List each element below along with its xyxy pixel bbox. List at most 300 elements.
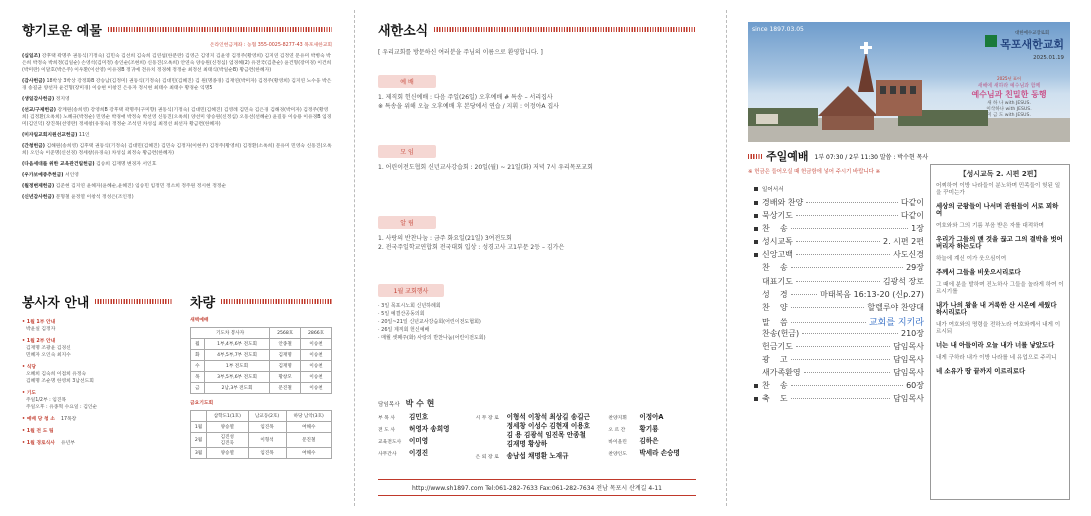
order-label: 광 고 bbox=[762, 355, 788, 365]
table-cell: 이승천 bbox=[301, 383, 332, 394]
staff-names bbox=[639, 437, 658, 446]
order-row bbox=[754, 197, 924, 210]
section-title: 주일예배 1부 07:30 / 2부 11:30 말씀 : 박수현 목사 bbox=[748, 148, 1070, 164]
leader-dots bbox=[796, 215, 898, 216]
staff-row bbox=[476, 452, 601, 461]
leader-dots bbox=[802, 333, 898, 334]
volunteer-heading: • 1월 전 도 팀 bbox=[22, 429, 54, 434]
leader-dots bbox=[791, 294, 817, 295]
order-row bbox=[754, 185, 924, 197]
order-row bbox=[754, 262, 924, 275]
volunteer-names: 김혜명 조순명 한영희 3남선도회 bbox=[26, 379, 94, 384]
news-item: 1. 사랑의 반찬나눔 : 금주 화요일(21일) 3여전도회 bbox=[378, 234, 512, 242]
order-value: 담임목사 bbox=[893, 394, 924, 404]
offering-category: (선교/구제헌금) bbox=[22, 108, 56, 113]
staff-name: 박 수 현 bbox=[405, 399, 435, 408]
motto-line: 이삭하나 with JESUS. bbox=[986, 107, 1032, 112]
volunteer-entry bbox=[22, 364, 172, 385]
section-title: 봉사자 안내 bbox=[22, 292, 172, 311]
staff-name: 이경진 bbox=[409, 449, 429, 457]
staff-name: 황기룡 bbox=[639, 425, 659, 433]
news-item: · 5일 예결산공동의회 bbox=[378, 310, 425, 317]
order-label: 대표기도 bbox=[762, 276, 793, 286]
offering-names: 강계원(송희영) 강영희B 강후택 곽명주(구미향) 권동식(기정숙) 김대민(김혜진) 김영례 김민숙 김은경 김해경(박미자) 김정주(황영희) 김정환(오옥희) 노혜규(박정순) 민영순 박경애 박정숙 박선영 신동진(오옥희) 양선미 양승원(신정심) 오동선(선혜순) 윤길동 이승용 이유경B 임경미(김인덕) 장진목(선영란) 정세창(유경숙) 정정순 조석연 차성심 최정선 최선자 황금련(한혜자) bbox=[22, 108, 332, 127]
staff-row bbox=[476, 413, 601, 449]
order-item bbox=[754, 380, 788, 391]
volunteer-role: 식당 bbox=[26, 365, 37, 370]
staff-name: 허영자 송희영 bbox=[409, 425, 450, 433]
volunteer-role: 1월 전 도 팀 bbox=[26, 429, 54, 434]
offering-names: 11인 bbox=[78, 133, 90, 138]
table-cell: 여해수 bbox=[286, 448, 332, 459]
reading-line: 주께서 그들을 비웃으시리로다 bbox=[936, 268, 1021, 276]
motto-year: 2025년 표어 bbox=[996, 76, 1022, 81]
table-cell: 문진철 bbox=[270, 383, 301, 394]
offering-names: 18박상 3박상 강정화B 강승남(김정미) 권동식(기정숙) 김대민(김혜진) 김 원(명종경) 김재연(박미자) 김정주(황영희) 김지연 노수웅 박은경 송길균 양선자 윤건형(장미경) 이승현 이창진 은유자 정시현 최태수 최태수 황경순 익명5 bbox=[22, 79, 332, 91]
reading-list bbox=[936, 183, 1064, 375]
leader-dots bbox=[791, 398, 890, 399]
panel-divider bbox=[354, 10, 355, 506]
table-cell: 여해수 bbox=[286, 422, 332, 433]
reading-line: 하늘에 계신 이가 웃으심이여 bbox=[936, 256, 1007, 262]
offering-entry bbox=[22, 78, 332, 92]
order-item bbox=[754, 197, 803, 208]
offering-entry bbox=[22, 107, 332, 128]
leader-dots bbox=[791, 359, 890, 360]
order-label: 성시교독 bbox=[762, 237, 793, 247]
table-cell: 1월 bbox=[191, 422, 207, 433]
news-item: · 3일 목포시노회 신년하례회 bbox=[378, 302, 441, 309]
bullet-icon bbox=[754, 187, 758, 191]
bullet-icon bbox=[754, 384, 758, 388]
volunteer-entry bbox=[22, 440, 172, 447]
table-cell: 이형석 bbox=[248, 433, 286, 448]
motto-line: 새 하 나 with JESUS. bbox=[987, 101, 1031, 106]
bulletin-date: 2025.01.19 bbox=[1033, 55, 1064, 61]
bullet-icon bbox=[754, 397, 758, 401]
order-item bbox=[754, 262, 788, 273]
news-block-meeting bbox=[378, 139, 696, 172]
leader-dots bbox=[804, 372, 890, 373]
staff-role: 오 르 간 bbox=[608, 428, 626, 433]
staff-name: 이형석 이창석 최상길 송길근 bbox=[506, 413, 590, 421]
table-header bbox=[191, 328, 332, 339]
staff-role: 은 퇴 장 로 bbox=[475, 455, 499, 460]
news-items bbox=[378, 302, 696, 342]
footer-contact: http://www.sh1897.com Tel:061-282-7633 Fax:061-282-7634 전남 목포시 산계길 4-11 bbox=[378, 479, 696, 496]
staff-name: 김민호 bbox=[409, 413, 429, 421]
order-value: 다같이 bbox=[900, 211, 924, 221]
offering-names: 문형철 윤정열 이창석 정성은(조인정) bbox=[55, 195, 134, 200]
order-label: 경배와 찬양 bbox=[762, 198, 804, 207]
leader-dots bbox=[796, 241, 880, 242]
news-badge: 예 배 bbox=[378, 75, 436, 88]
table-cell: 4부,5부,7부 전도회 bbox=[204, 350, 269, 361]
table-cell: 안종철 bbox=[270, 339, 301, 350]
order-label: 찬 송 bbox=[762, 381, 788, 391]
order-row bbox=[754, 393, 924, 406]
volunteer-names: 김재명 조광윤 김경신 bbox=[26, 346, 71, 351]
table-row bbox=[191, 339, 332, 350]
order-item bbox=[754, 393, 788, 404]
leader-dots bbox=[791, 322, 866, 323]
order-item bbox=[754, 328, 799, 339]
news-items bbox=[378, 93, 696, 111]
table-header-cell: 기도차 봉사자 bbox=[191, 328, 270, 339]
bullet-icon bbox=[754, 214, 758, 218]
volunteer-role: 1월 경로식사 bbox=[26, 441, 55, 446]
table-cell: 1부,4부,6부 전도회 bbox=[204, 339, 269, 350]
leader-dots bbox=[806, 202, 898, 203]
dawn-table bbox=[190, 327, 332, 394]
table-cell: 1부 전도회 bbox=[204, 361, 269, 372]
staff-role: 부 목 사 bbox=[378, 416, 395, 421]
table-cell: 김재명 bbox=[270, 350, 301, 361]
volunteer-list bbox=[22, 319, 172, 447]
leader-dots bbox=[791, 228, 909, 229]
panel-divider bbox=[726, 10, 727, 506]
staff-column bbox=[608, 413, 696, 464]
order-row bbox=[754, 276, 924, 289]
sunday-title: 금요기도회 bbox=[190, 401, 214, 406]
staff-role: 전 도 사 bbox=[378, 428, 395, 433]
staff-row bbox=[378, 449, 468, 458]
vehicle-section bbox=[190, 292, 332, 459]
order-item bbox=[754, 289, 788, 300]
offering-list bbox=[22, 53, 332, 201]
reading-line: 내가 나의 왕을 내 거룩한 산 시온에 세웠다 하시리로다 bbox=[936, 301, 1057, 316]
staff-names bbox=[409, 413, 428, 422]
order-value: 교회를 지키라 bbox=[868, 317, 924, 328]
offering-category: (감사헌금) bbox=[22, 79, 45, 84]
order-row bbox=[754, 328, 924, 341]
table-cell: 양승열 bbox=[207, 422, 249, 433]
order-label: 성 경 bbox=[762, 289, 788, 299]
offering-entry bbox=[22, 143, 332, 157]
table-cell: 김진성 김진욱 bbox=[207, 433, 249, 448]
volunteer-entry bbox=[22, 416, 172, 423]
staff-name: 박세라 손승명 bbox=[639, 449, 680, 457]
leader-dots bbox=[796, 254, 890, 255]
table-cell: 목 bbox=[191, 372, 205, 383]
offering-entry bbox=[22, 161, 332, 168]
order-item bbox=[754, 249, 793, 260]
offering-section bbox=[22, 20, 332, 205]
reading-line: 그 때에 분을 발하며 진노하사 그들을 놀라게 하여 이르시기를 bbox=[936, 282, 1064, 295]
table-cell: 2월 bbox=[191, 433, 207, 448]
staff-row bbox=[608, 449, 696, 458]
order-item bbox=[754, 341, 793, 352]
news-items bbox=[378, 234, 696, 252]
order-row bbox=[754, 236, 924, 249]
staff-row bbox=[608, 413, 696, 422]
church-logo-icon bbox=[985, 35, 997, 47]
church-banner bbox=[748, 22, 1070, 142]
offering-note: ※ 헌금은 들어오실 때 헌금함에 넣어 주시기 바랍니다 ※ bbox=[748, 169, 881, 175]
staff-role: 시 무 장 로 bbox=[475, 416, 499, 421]
order-value: 60장 bbox=[906, 381, 924, 391]
section-title: 향기로운 예물 bbox=[22, 20, 332, 39]
volunteer-entry bbox=[22, 390, 172, 411]
table-cell: 이승천 bbox=[301, 339, 332, 350]
staff-names bbox=[639, 425, 658, 434]
news-item: · 매월 셋째주(화) 사랑의 반찬나눔(어린이전도회) bbox=[378, 334, 486, 341]
table-header-cell: 2568호 bbox=[270, 328, 301, 339]
volunteer-names: 유년부 bbox=[60, 441, 75, 446]
reading-line: 너는 내 아들이라 오늘 내가 너를 낳았도다 bbox=[936, 341, 1055, 349]
motto-line: 지 금 도 with JESUS. bbox=[987, 113, 1031, 118]
order-item bbox=[754, 223, 788, 234]
table-cell: 월 bbox=[191, 339, 205, 350]
staff-names bbox=[639, 413, 663, 422]
order-value: 마태복음 16:13-20 (신p.27) bbox=[820, 289, 924, 299]
table-cell: 화 bbox=[191, 350, 205, 361]
bullet-icon bbox=[754, 201, 758, 205]
table-cell: 2남,3부 전도회 bbox=[204, 383, 269, 394]
bullet-icon bbox=[754, 240, 758, 244]
table-cell: 양승열 bbox=[207, 448, 249, 459]
order-value: 담임목사 bbox=[893, 368, 924, 378]
staff-column bbox=[378, 413, 468, 464]
staff-name: 정세창 이성수 김현재 이용호 bbox=[506, 422, 590, 430]
order-value: 사도신경 bbox=[893, 250, 924, 260]
reading-line: 내가 여호와의 명령을 전하노라 여호와께서 내게 이르시되 bbox=[936, 322, 1061, 335]
order-item bbox=[754, 236, 793, 247]
staff-name: 김재명 황상하 bbox=[506, 440, 548, 448]
denomination: 대한예수교장로회 bbox=[1015, 31, 1050, 36]
order-value: 29장 bbox=[906, 263, 924, 273]
table-cell: 김재명 bbox=[270, 361, 301, 372]
leader-dots bbox=[796, 346, 890, 347]
order-label: 신앙고백 bbox=[762, 250, 793, 260]
offering-category: (다음세대를 위한 교육관건립헌금) bbox=[22, 162, 95, 167]
staff-name: 이정아A bbox=[639, 413, 664, 421]
order-label: 말 씀 bbox=[762, 317, 788, 327]
volunteer-role: 1월 1부 안내 bbox=[26, 320, 56, 325]
order-row bbox=[754, 302, 924, 315]
volunteer-entry bbox=[22, 338, 172, 359]
news-block-worship bbox=[378, 69, 696, 111]
offering-entry bbox=[22, 194, 332, 201]
staff-role: 사무간사 bbox=[378, 452, 397, 457]
order-label: 묵상기도 bbox=[762, 211, 793, 221]
news-item: 1. 제직회 헌신예배 : 다음 주일(26일) 오후예배 # 특송 – 서리집사 bbox=[378, 93, 553, 101]
table-cell: 임진목 bbox=[248, 422, 286, 433]
table-row bbox=[191, 433, 332, 448]
table-header-cell: 삼학도1(1호) bbox=[207, 411, 249, 422]
offering-entry bbox=[22, 96, 332, 103]
offering-names: 김승희 김재명 변경자 서인호 bbox=[96, 162, 157, 167]
news-badge: 알 림 bbox=[378, 216, 436, 229]
news-item: · 26일 제직회 헌신예배 bbox=[378, 326, 430, 333]
sunday-table bbox=[190, 410, 332, 459]
news-item: · 20일~21일 신년교사강습회(어린이전도협회) bbox=[378, 318, 481, 325]
news-badge: 1월 교회행사 bbox=[378, 284, 444, 297]
order-value: 담임목사 bbox=[893, 355, 924, 365]
offering-names: 김해원(송희영) 김후택 권동식(기정숙) 김대민(김혜진) 김민숙 김정자(이현주) 김정주(황영희) 김정환(소옥희) 문유미 민영숙 신동진(오옥희) 오인숙 이준명(신선경) 정세창(유경숙) 차성심 최정숙 황금련(한혜자) bbox=[22, 144, 332, 156]
order-value: 김광석 장로 bbox=[882, 276, 924, 286]
reading-line: 여호와와 그의 기름 부음 받은 자를 대적하며 bbox=[936, 223, 1044, 229]
news-item: ※ 특송을 위해 오늘 오후예배 후 본당에서 연습 / 지휘 : 이정아A 집사 bbox=[378, 102, 559, 110]
order-item bbox=[754, 185, 784, 193]
reading-line: 세상의 군왕들이 나서며 관원들이 서로 꾀하여 bbox=[936, 202, 1059, 217]
volunteer-heading: • 1월 경로식사 유년부 bbox=[22, 441, 75, 446]
church-name: 목포새한교회 bbox=[1000, 38, 1064, 51]
order-row bbox=[754, 380, 924, 393]
volunteer-names: 주일1/2부 : 임진목 bbox=[26, 398, 67, 403]
order-label: 찬송(헌금) bbox=[762, 328, 800, 338]
table-cell: 이승천 bbox=[301, 361, 332, 372]
reading-title: 【성시교독 2. 시편 2편】 bbox=[959, 170, 1041, 178]
leader-dots bbox=[796, 281, 880, 282]
volunteer-names: 주일오후 : 유종혁 수요일 : 김인순 bbox=[26, 405, 98, 410]
offering-names: 강후택 곽명주 권동식(기정숙) 김민숙 김선희 김숙희 김연섭(한분란) 김영근 김영지 김윤영 김정주(황영희) 김지연 김정연 문유미 박병숙 박은희 박정숙 박희정(김일순) 손영석(김미정) 송인순(조현희) 신동진(오옥희) 안연숙 양승원(신정심) 엄경혜(2) 유전국(김춘순) 윤건형(장미경) 이건희(박미란) 이달호(박은주) 이우환(이선영) 이유경B 정귀예 전유치 정경혜 정정순 최정선 최태식(박일순B) 황금련(한혜자) bbox=[22, 54, 332, 73]
table-header-cell bbox=[191, 411, 207, 422]
order-item bbox=[754, 276, 793, 287]
order-row bbox=[754, 249, 924, 262]
order-value: 담임목사 bbox=[893, 342, 924, 352]
order-label: 새가족환영 bbox=[762, 368, 801, 378]
staff-row bbox=[378, 437, 468, 446]
volunteer-entry bbox=[22, 428, 172, 435]
staff-names bbox=[409, 437, 428, 446]
order-item bbox=[754, 210, 793, 221]
news-block-events bbox=[378, 278, 696, 342]
offering-names: 정지영 bbox=[55, 97, 70, 102]
staff-row bbox=[608, 425, 696, 434]
table-cell: 3월 bbox=[191, 448, 207, 459]
staff-column bbox=[476, 413, 601, 464]
staff-role: 찬양지휘 bbox=[608, 416, 627, 421]
staff-box bbox=[378, 398, 696, 496]
online-account: 온라인헌금계좌 : 농협 355-0025-8277-43 목포새한교회 bbox=[209, 43, 332, 48]
order-row bbox=[754, 367, 924, 380]
volunteer-heading: • 1월 1부 안내 bbox=[22, 320, 56, 325]
year-motto bbox=[954, 76, 1064, 118]
offering-category: (생일감사헌금) bbox=[22, 97, 55, 102]
order-label: 일어서서 bbox=[762, 187, 784, 193]
volunteer-names: 오혜희 김숙희 이점희 유정숙 bbox=[26, 372, 87, 377]
offering-category: (월정변제헌금) bbox=[22, 184, 55, 189]
order-row bbox=[754, 210, 924, 223]
table-header-cell: 남교동(2호) bbox=[248, 411, 286, 422]
volunteer-role: 기도 bbox=[26, 391, 37, 396]
table-header-cell: 하당 남악(3호) bbox=[286, 411, 332, 422]
reading-line: 내게 구하라 내가 이방 나라를 네 유업으로 주리니 bbox=[936, 355, 1057, 361]
leader-dots bbox=[791, 307, 865, 308]
table-cell: 문진철 bbox=[286, 433, 332, 448]
offering-entry bbox=[22, 132, 332, 139]
staff-names bbox=[409, 425, 450, 434]
offering-entry bbox=[22, 172, 332, 179]
volunteer-heading: • 1월 2부 안내 bbox=[22, 339, 56, 344]
table-cell: 이승천 bbox=[301, 372, 332, 383]
order-row bbox=[754, 315, 924, 328]
leader-dots bbox=[791, 267, 903, 268]
reading-line: 네 소유가 땅 끝까지 이르리로다 bbox=[936, 367, 1026, 375]
staff-name: 김 용 김광석 임진목 안종철 bbox=[506, 431, 586, 439]
order-value: 다같이 bbox=[900, 198, 924, 207]
news-items bbox=[378, 163, 696, 172]
motto-main: 예수님과 친밀한 동행 bbox=[971, 90, 1047, 99]
table-cell: 황창모 bbox=[270, 372, 301, 383]
table-cell: 수 bbox=[191, 361, 205, 372]
order-row bbox=[754, 289, 924, 302]
offering-entry bbox=[22, 183, 332, 190]
table-cell: 금 bbox=[191, 383, 205, 394]
order-item bbox=[754, 317, 788, 328]
order-item bbox=[754, 367, 801, 378]
order-item bbox=[754, 354, 788, 365]
volunteer-heading: • 예배 당 청 소 17목장 bbox=[22, 417, 77, 422]
senior-pastor bbox=[378, 398, 696, 409]
order-label: 찬 송 bbox=[762, 224, 788, 234]
table-cell: 이승천 bbox=[301, 350, 332, 361]
offering-category: (신년감사헌금) bbox=[22, 195, 55, 200]
news-item: 1. 어린이전도협회 신년교사강습회 : 20일(월) ~ 21일(화) 저녁 7시 우리목포교회 bbox=[378, 163, 593, 171]
offering-category: (미자립교회지원선교헌금) bbox=[22, 133, 78, 138]
table-row bbox=[191, 350, 332, 361]
staff-row bbox=[378, 413, 468, 422]
staff-row bbox=[608, 437, 696, 446]
table-cell: 3부,5부,6부 전도회 bbox=[204, 372, 269, 383]
responsive-reading bbox=[930, 164, 1070, 500]
staff-names bbox=[409, 449, 428, 458]
news-block-notice bbox=[378, 210, 696, 252]
volunteer-names: 민혜자 오인숙 최지수 bbox=[26, 353, 71, 358]
staff-row bbox=[378, 425, 468, 434]
order-label: 축 도 bbox=[762, 394, 788, 404]
table-header-cell: 2866호 bbox=[301, 328, 332, 339]
reading-line: 우리가 그들의 맨 것을 끊고 그의 결박을 벗어 버리자 하는도다 bbox=[936, 235, 1063, 250]
table-row bbox=[191, 422, 332, 433]
offering-entry bbox=[22, 53, 332, 74]
service-time: 1부 07:30 / 2부 11:30 말씀 : 박수현 목사 bbox=[814, 153, 929, 161]
staff-names bbox=[507, 413, 590, 449]
staff-role: 바이올린 bbox=[608, 440, 627, 445]
table-row bbox=[191, 372, 332, 383]
leader-dots bbox=[791, 385, 903, 386]
offering-category: (우가보예중추헌금) bbox=[22, 173, 64, 178]
order-item bbox=[754, 302, 788, 313]
bullet-icon bbox=[754, 253, 758, 257]
news-section bbox=[378, 20, 696, 342]
volunteer-names: 17목장 bbox=[60, 417, 77, 422]
order-row bbox=[754, 341, 924, 354]
order-value: 2. 시편 2편 bbox=[883, 237, 924, 247]
section-title: 차량 bbox=[190, 292, 332, 311]
news-badge: 모 임 bbox=[378, 145, 436, 158]
news-item: 2. 전국주일학교연합회 전국대회 입상 : 성경고사 고1부문 2등 – 김가은 bbox=[378, 243, 565, 251]
section-title: 새한소식 bbox=[378, 20, 696, 39]
motto-line: 새해에 새하라 예수님과 함께 bbox=[977, 83, 1041, 89]
worship-order bbox=[754, 185, 924, 407]
order-label: 찬 양 bbox=[762, 302, 788, 312]
since-date: since 1897.03.05 bbox=[752, 26, 804, 33]
staff-name: 송남섭 채명환 노재규 bbox=[506, 452, 569, 460]
staff-role: 찬양인도 bbox=[608, 452, 627, 457]
volunteer-heading: • 기도 bbox=[22, 391, 37, 396]
volunteer-names: 박윤실 김정자 bbox=[26, 327, 56, 332]
volunteer-section bbox=[22, 292, 172, 452]
offering-names: 김준현 김지연 윤혜자(윤혜순,윤혜진) 임승민 임정민 정소희 정주원 정시현 정정순 bbox=[55, 184, 227, 189]
order-value: 할렐루야 찬양대 bbox=[867, 302, 924, 312]
church-logo bbox=[985, 30, 1064, 61]
order-label: 헌금기도 bbox=[762, 342, 793, 352]
order-label: 찬 송 bbox=[762, 263, 788, 273]
volunteer-role: 예배 당 청 소 bbox=[26, 417, 55, 422]
bullet-icon bbox=[754, 227, 758, 231]
